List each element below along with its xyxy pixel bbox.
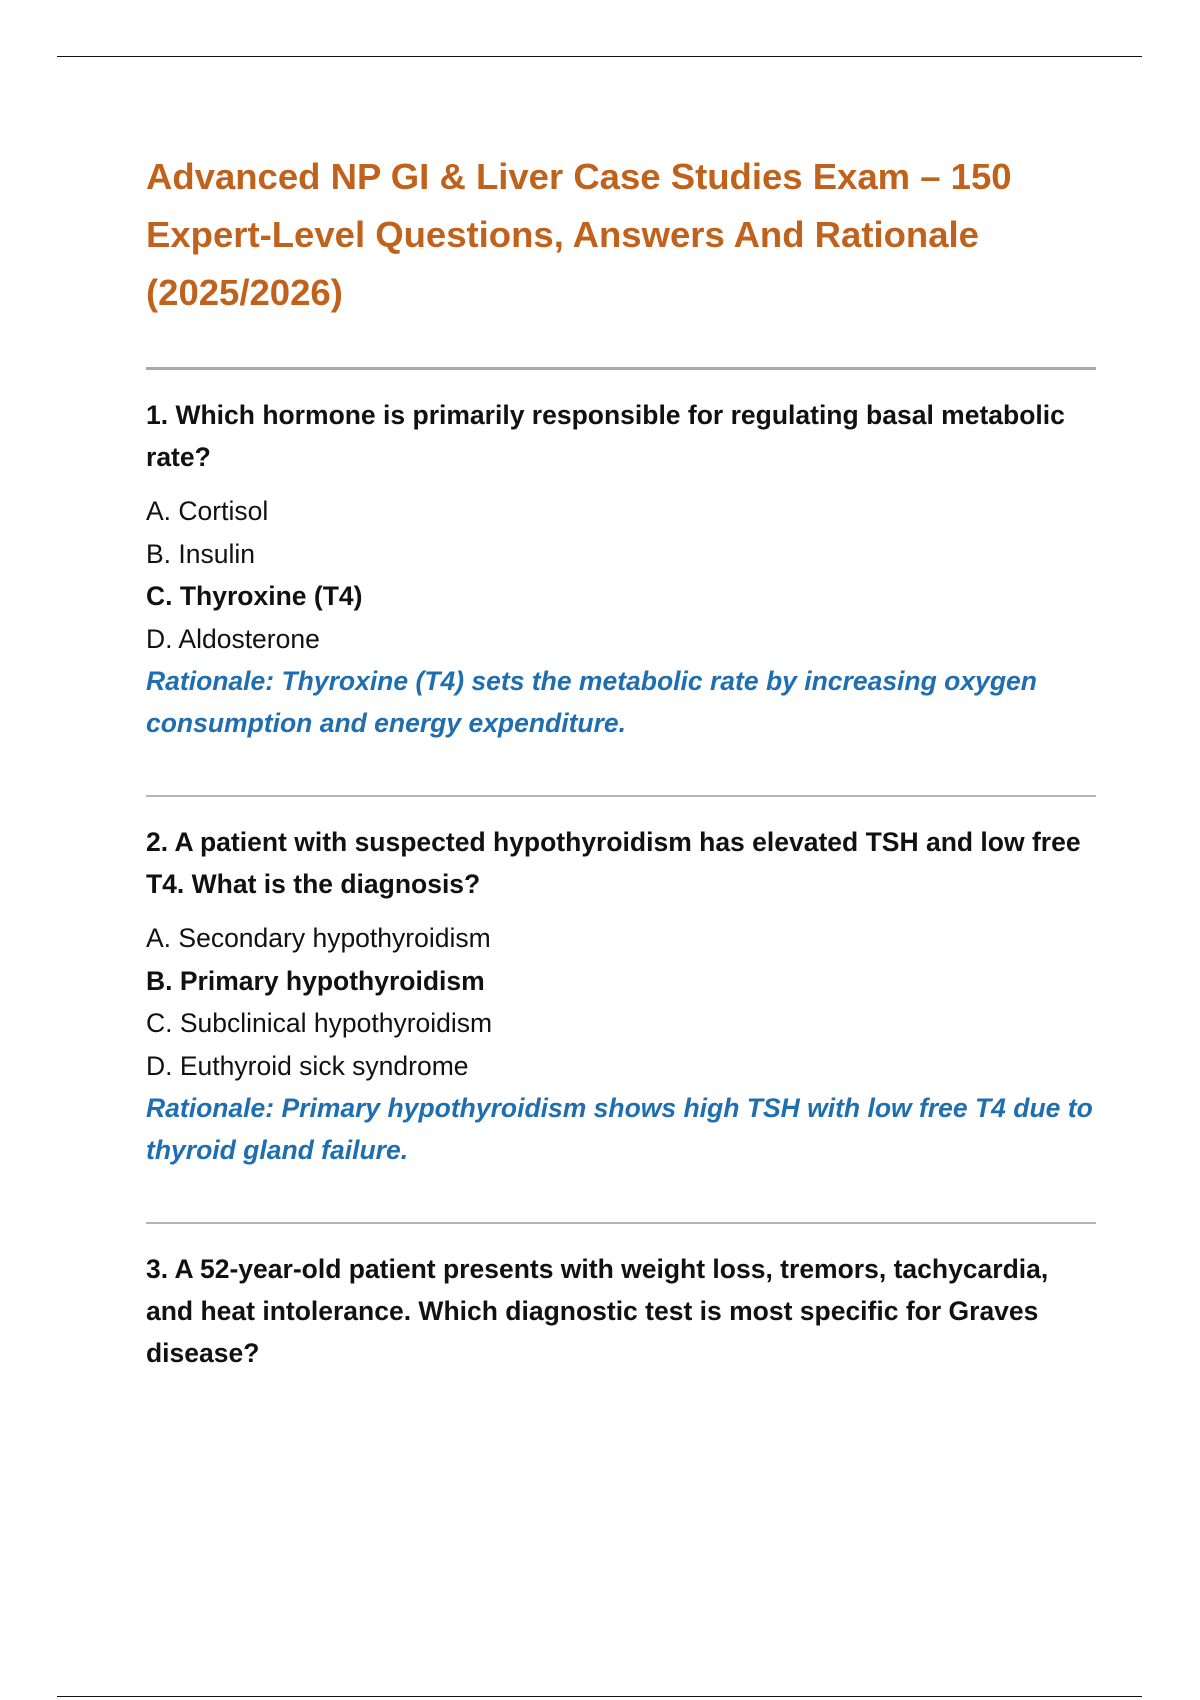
answer-option: C. Subclinical hypothyroidism bbox=[146, 1008, 493, 1038]
answer-option: A. Cortisol bbox=[146, 496, 269, 526]
question-separator bbox=[146, 795, 1096, 797]
page-bottom-rule bbox=[57, 1696, 1142, 1697]
question-text: 2. A patient with suspected hypothyroidism has elevated TSH and low free T4. What is the diagnosis? bbox=[146, 827, 1081, 899]
answer-options bbox=[146, 917, 1096, 1087]
question-separator bbox=[146, 1222, 1096, 1224]
correct-answer-option: C. Thyroxine (T4) bbox=[146, 581, 363, 611]
question-block-1 bbox=[146, 394, 1096, 744]
rationale-text: Rationale: Thyroxine (T4) sets the metabolic rate by increasing oxygen consumption and energy expenditure. bbox=[146, 666, 1037, 738]
answer-option: D. Aldosterone bbox=[146, 623, 320, 654]
title-separator bbox=[146, 367, 1096, 370]
document-title: Advanced NP GI & Liver Case Studies Exam – 150 Expert-Level Questions, Answers And Rationale (2025/2026) bbox=[146, 156, 1012, 313]
answer-option: D. Euthyroid sick syndrome bbox=[146, 1050, 469, 1081]
question-block-2 bbox=[146, 821, 1096, 1171]
question-text: 1. Which hormone is primarily responsible for regulating basal metabolic rate? bbox=[146, 400, 1065, 472]
document-body bbox=[146, 148, 1096, 1374]
question-block-3 bbox=[146, 1248, 1096, 1374]
answer-option: B. Insulin bbox=[146, 538, 256, 569]
rationale-text: Rationale: Primary hypothyroidism shows high TSH with low free T4 due to thyroid gland failure. bbox=[146, 1093, 1093, 1165]
page-top-rule bbox=[57, 56, 1142, 57]
answer-options bbox=[146, 490, 1096, 660]
correct-answer-option: B. Primary hypothyroidism bbox=[146, 965, 485, 996]
question-text: 3. A 52-year-old patient presents with weight loss, tremors, tachycardia, and heat intolerance. Which diagnostic test is most specific for Graves disease? bbox=[146, 1254, 1049, 1368]
answer-option: A. Secondary hypothyroidism bbox=[146, 923, 491, 953]
